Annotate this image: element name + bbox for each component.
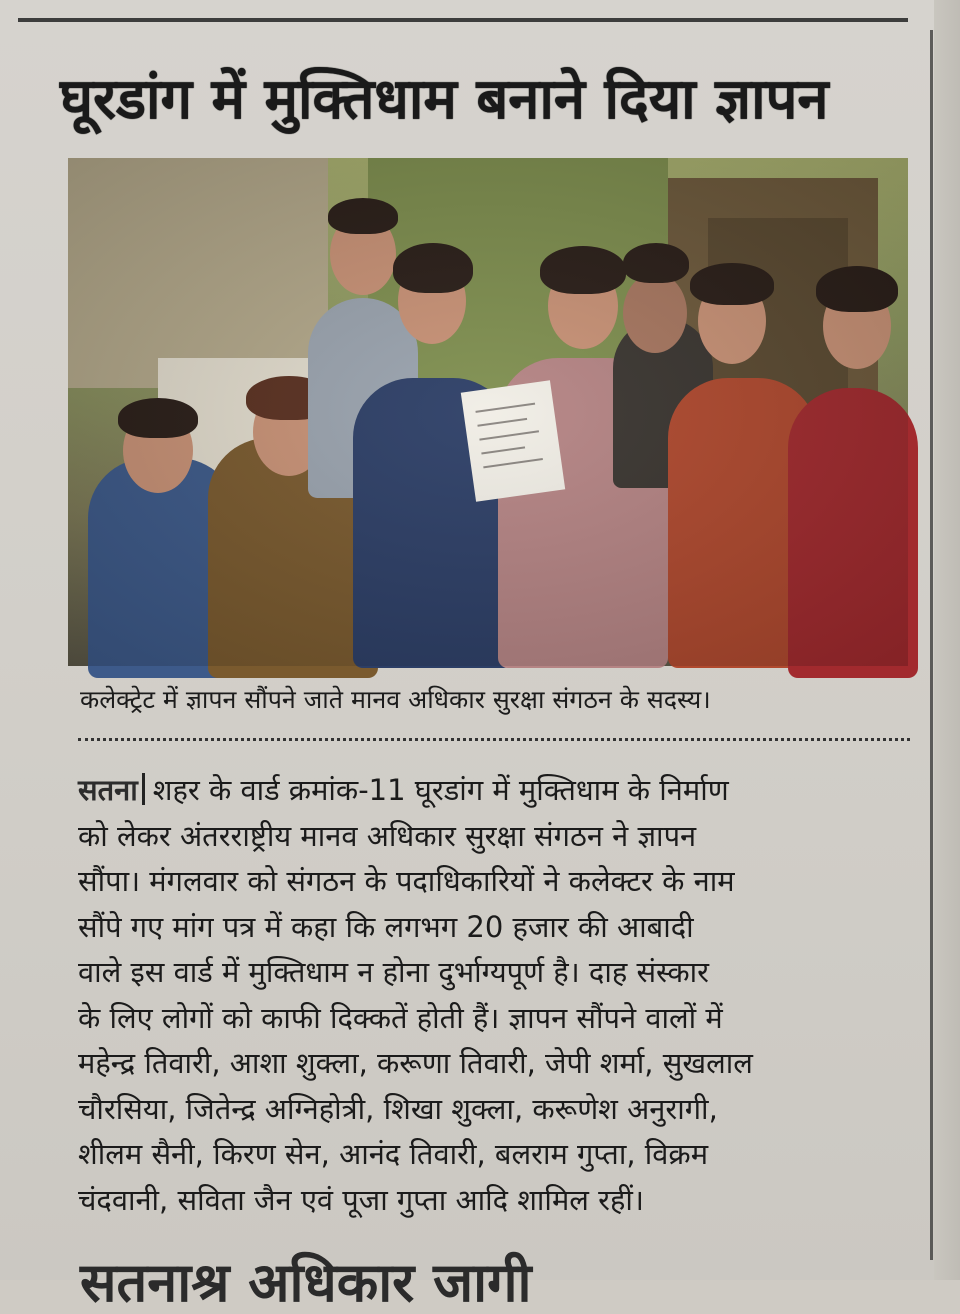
column-divider: [930, 30, 933, 1260]
top-rule: [18, 18, 908, 22]
body-line: वाले इस वार्ड में मुक्तिधाम न होना दुर्भाग्यपूर्ण है। दाह संस्कार: [78, 955, 709, 989]
body-line: सौंपा। मंगलवार को संगठन के पदाधिकारियों ने कलेक्टर के नाम: [78, 864, 735, 898]
body-line: सौंपे गए मांग पत्र में कहा कि लगभग 20 हजार की आबादी: [78, 909, 694, 944]
body-line: चंदवानी, सविता जैन एवं पूजा गुप्ता आदि शामिल रहीं।: [78, 1182, 644, 1217]
body-line: शीलम सैनी, किरण सेन, आनंद तिवारी, बलराम गुप्ता, विक्रम: [78, 1137, 709, 1171]
body-line: सतना शहर के वार्ड क्रमांक-11 घूरडांग में मुक्तिधाम के निर्माण: [78, 773, 729, 807]
next-article-headline-clipped: सतनाश्र अधिकार जागी: [80, 1251, 532, 1314]
article-body: [78, 768, 918, 1223]
dateline-separator: [142, 773, 145, 805]
body-line: के लिए लोगों को काफी दिक्कतें होती हैं। ज्ञापन सौंपने वालों में: [78, 1000, 723, 1035]
body-line: चौरसिया, जितेन्द्र अग्निहोत्री, शिखा शुक्ला, करूणेश अनुरागी,: [78, 1091, 718, 1126]
news-photo: [68, 158, 908, 666]
photo-caption: कलेक्ट्रेट में ज्ञापन सौंपने जाते मानव अधिकार सुरक्षा संगठन के सदस्य।: [80, 685, 711, 714]
article-headline: घूरडांग में मुक्तिधाम बनाने दिया ज्ञापन: [60, 67, 829, 132]
adjacent-column-strip: [934, 0, 960, 1280]
dateline: सतना: [78, 773, 138, 807]
body-line: को लेकर अंतरराष्ट्रीय मानव अधिकार सुरक्षा संगठन ने ज्ञापन: [78, 818, 697, 853]
body-line: महेन्द्र तिवारी, आशा शुक्ला, करूणा तिवारी, जेपी शर्मा, सुखलाल: [78, 1046, 753, 1080]
caption-dotted-rule: [78, 738, 910, 741]
